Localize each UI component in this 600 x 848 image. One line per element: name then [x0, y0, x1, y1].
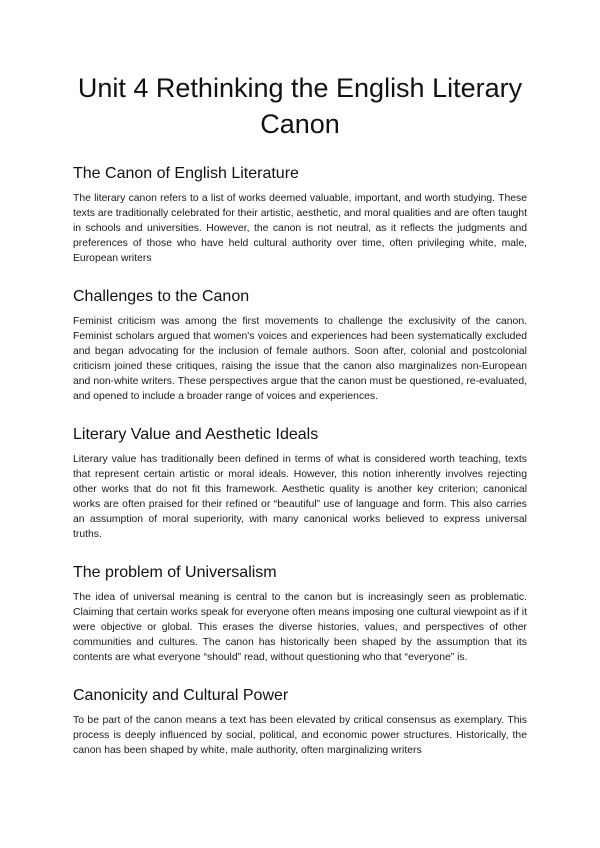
- section-literary-value: [73, 425, 527, 542]
- document-page: [73, 70, 527, 758]
- section-heading: The problem of Universalism: [73, 564, 277, 581]
- section-problem-of-universalism: [73, 563, 527, 665]
- section-canon-of-english-literature: [73, 164, 527, 266]
- section-heading: The Canon of English Literature: [73, 165, 299, 182]
- section-paragraph: The idea of universal meaning is central to the canon but is increasingly seen as problematic. Claiming that certain works speak for everyone often means imposing one cultural viewpoint as if it were objective or global. This erases the diverse histories, values, and perspectives of other communities and cultures. The canon has historically been shaped by the assumption that its contents are what everyone “should” read, without questioning who that “everyone” is.: [73, 592, 527, 663]
- section-canonicity-and-cultural-power: [73, 686, 527, 758]
- section-heading: Literary Value and Aesthetic Ideals: [73, 426, 319, 443]
- document-title: Unit 4 Rethinking the English Literary Canon: [77, 73, 523, 139]
- section-challenges-to-the-canon: [73, 287, 527, 404]
- section-paragraph: The literary canon refers to a list of works deemed valuable, important, and worth studying. These texts are traditionally celebrated for their artistic, aesthetic, and moral qualities and are often taught in schools and universities. However, the canon is not neutral, as it reflects the judgments and preferences of those who have held cultural authority over time, often privileging white, male, European writers: [73, 193, 527, 264]
- section-paragraph: To be part of the canon means a text has been elevated by critical consensus as exemplary. This process is deeply influenced by social, political, and economic power structures. Historically, the canon has been shaped by white, male authority, often marginalizing writers: [73, 715, 527, 756]
- section-heading: Challenges to the Canon: [73, 288, 250, 305]
- section-heading: Canonicity and Cultural Power: [73, 687, 289, 704]
- section-paragraph: Literary value has traditionally been defined in terms of what is considered worth teaching, texts that represent certain artistic or moral ideals. However, this notion inherently involves rejecting other works that do not fit this framework. Aesthetic quality is another key criterion; canonical works are often praised for their refined or “beautiful” use of language and form. This also carries an assumption of moral superiority, with many canonical works believed to express universal truths.: [73, 454, 527, 540]
- section-paragraph: Feminist criticism was among the first movements to challenge the exclusivity of the canon. Feminist scholars argued that women's voices and experiences had been systematically excluded and began advocating for the inclusion of female authors. Soon after, colonial and postcolonial criticism joined these critiques, raising the issue that the canon also marginalizes non-European and non-white writers. These perspectives argue that the canon must be questioned, re-evaluated, and opened to include a broader range of voices and experiences.: [73, 316, 527, 402]
